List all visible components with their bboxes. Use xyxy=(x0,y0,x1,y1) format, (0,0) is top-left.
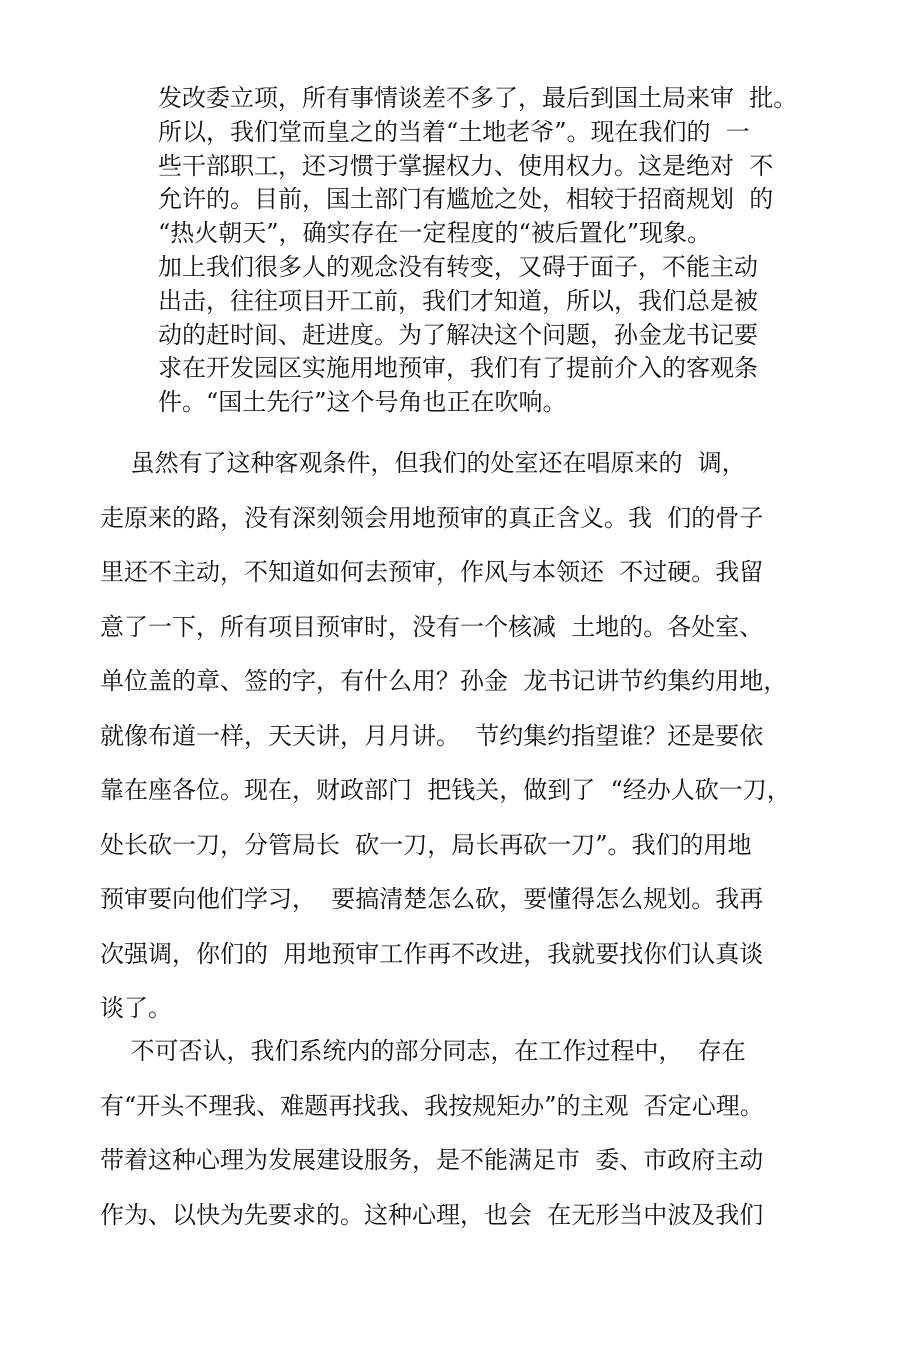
text-line: 意了一下，所有项目预审时，没有一个核减 土地的。各处室、 xyxy=(100,612,764,641)
text-line: 作为、以快为先要求的。这种心理，也会 在无形当中波及我们 xyxy=(100,1200,764,1229)
paragraph-1 xyxy=(158,82,858,420)
text-line: “热火朝天”，确实存在一定程度的“被后置化”现象。 xyxy=(158,219,712,248)
text-line: 处长砍一刀，分管局长 砍一刀，局长再砍一刀”。我们的用地 xyxy=(100,830,752,859)
text-line: 发改委立项，所有事情谈差不多了，最后到国土局来审 批。 xyxy=(158,84,798,112)
text-line: 里还不主动，不知道如何去预审，作风与本领还 不过硬。我留 xyxy=(100,558,764,586)
text-line: 带着这种心理为发展建设服务，是不能满足市 委、市政府主动 xyxy=(100,1146,764,1174)
text-line: 求在开发园区实施用地预审，我们有了提前介入的客观条 xyxy=(158,354,758,383)
paragraph-3 xyxy=(100,1024,860,1242)
text-line: 走原来的路，没有深刻领会用地预审的真正含义。我 们的骨子 xyxy=(100,503,764,532)
text-line: 件。“国土先行”这个号角也正在吹响。 xyxy=(158,388,567,417)
text-line: 加上我们很多人的观念没有转变，又碍于面子，不能主动 xyxy=(158,252,758,281)
text-line: 单位盖的章、签的字，有什么用？孙金 龙书记讲节约集约用地， xyxy=(100,667,788,695)
text-line: 次强调，你们的 用地预审工作再不改进，我就要找你们认真谈 xyxy=(100,939,764,968)
text-line: 有“开头不理我、难题再找我、我按规矩办”的主观 否定心理。 xyxy=(100,1091,764,1120)
text-line: 出击，往往项目开工前，我们才知道，所以，我们总是被 xyxy=(158,286,758,315)
text-line: 预审要向他们学习， 要搞清楚怎么砍，要懂得怎么规划。我再 xyxy=(100,885,764,913)
text-line: 动的赶时间、赶进度。为了解决这个问题，孙金龙书记要 xyxy=(158,320,758,349)
text-line: 就像布道一样，天天讲，月月讲。 节约集约指望谁？还是要依 xyxy=(100,721,764,750)
paragraph-2 xyxy=(100,436,860,1036)
text-line: 谈了。 xyxy=(100,994,172,1022)
text-line: 不可否认，我们系统内的部分同志，在工作过程中， 存在 xyxy=(100,1037,746,1065)
text-line: 虽然有了这种客观条件，但我们的处室还在唱原来的 调， xyxy=(100,449,746,477)
text-line: 靠在座各位。现在，财政部门 把钱关，做到了 “经办人砍一刀， xyxy=(100,776,791,804)
text-line: 所以，我们堂而皇之的当着“土地老爷”。现在我们的 一 xyxy=(158,117,750,146)
text-line: 些干部职工，还习惯于掌握权力、使用权力。这是绝对 不 xyxy=(158,151,774,180)
text-line: 允许的。目前，国土部门有尴尬之处，相较于招商规划 的 xyxy=(158,185,774,214)
